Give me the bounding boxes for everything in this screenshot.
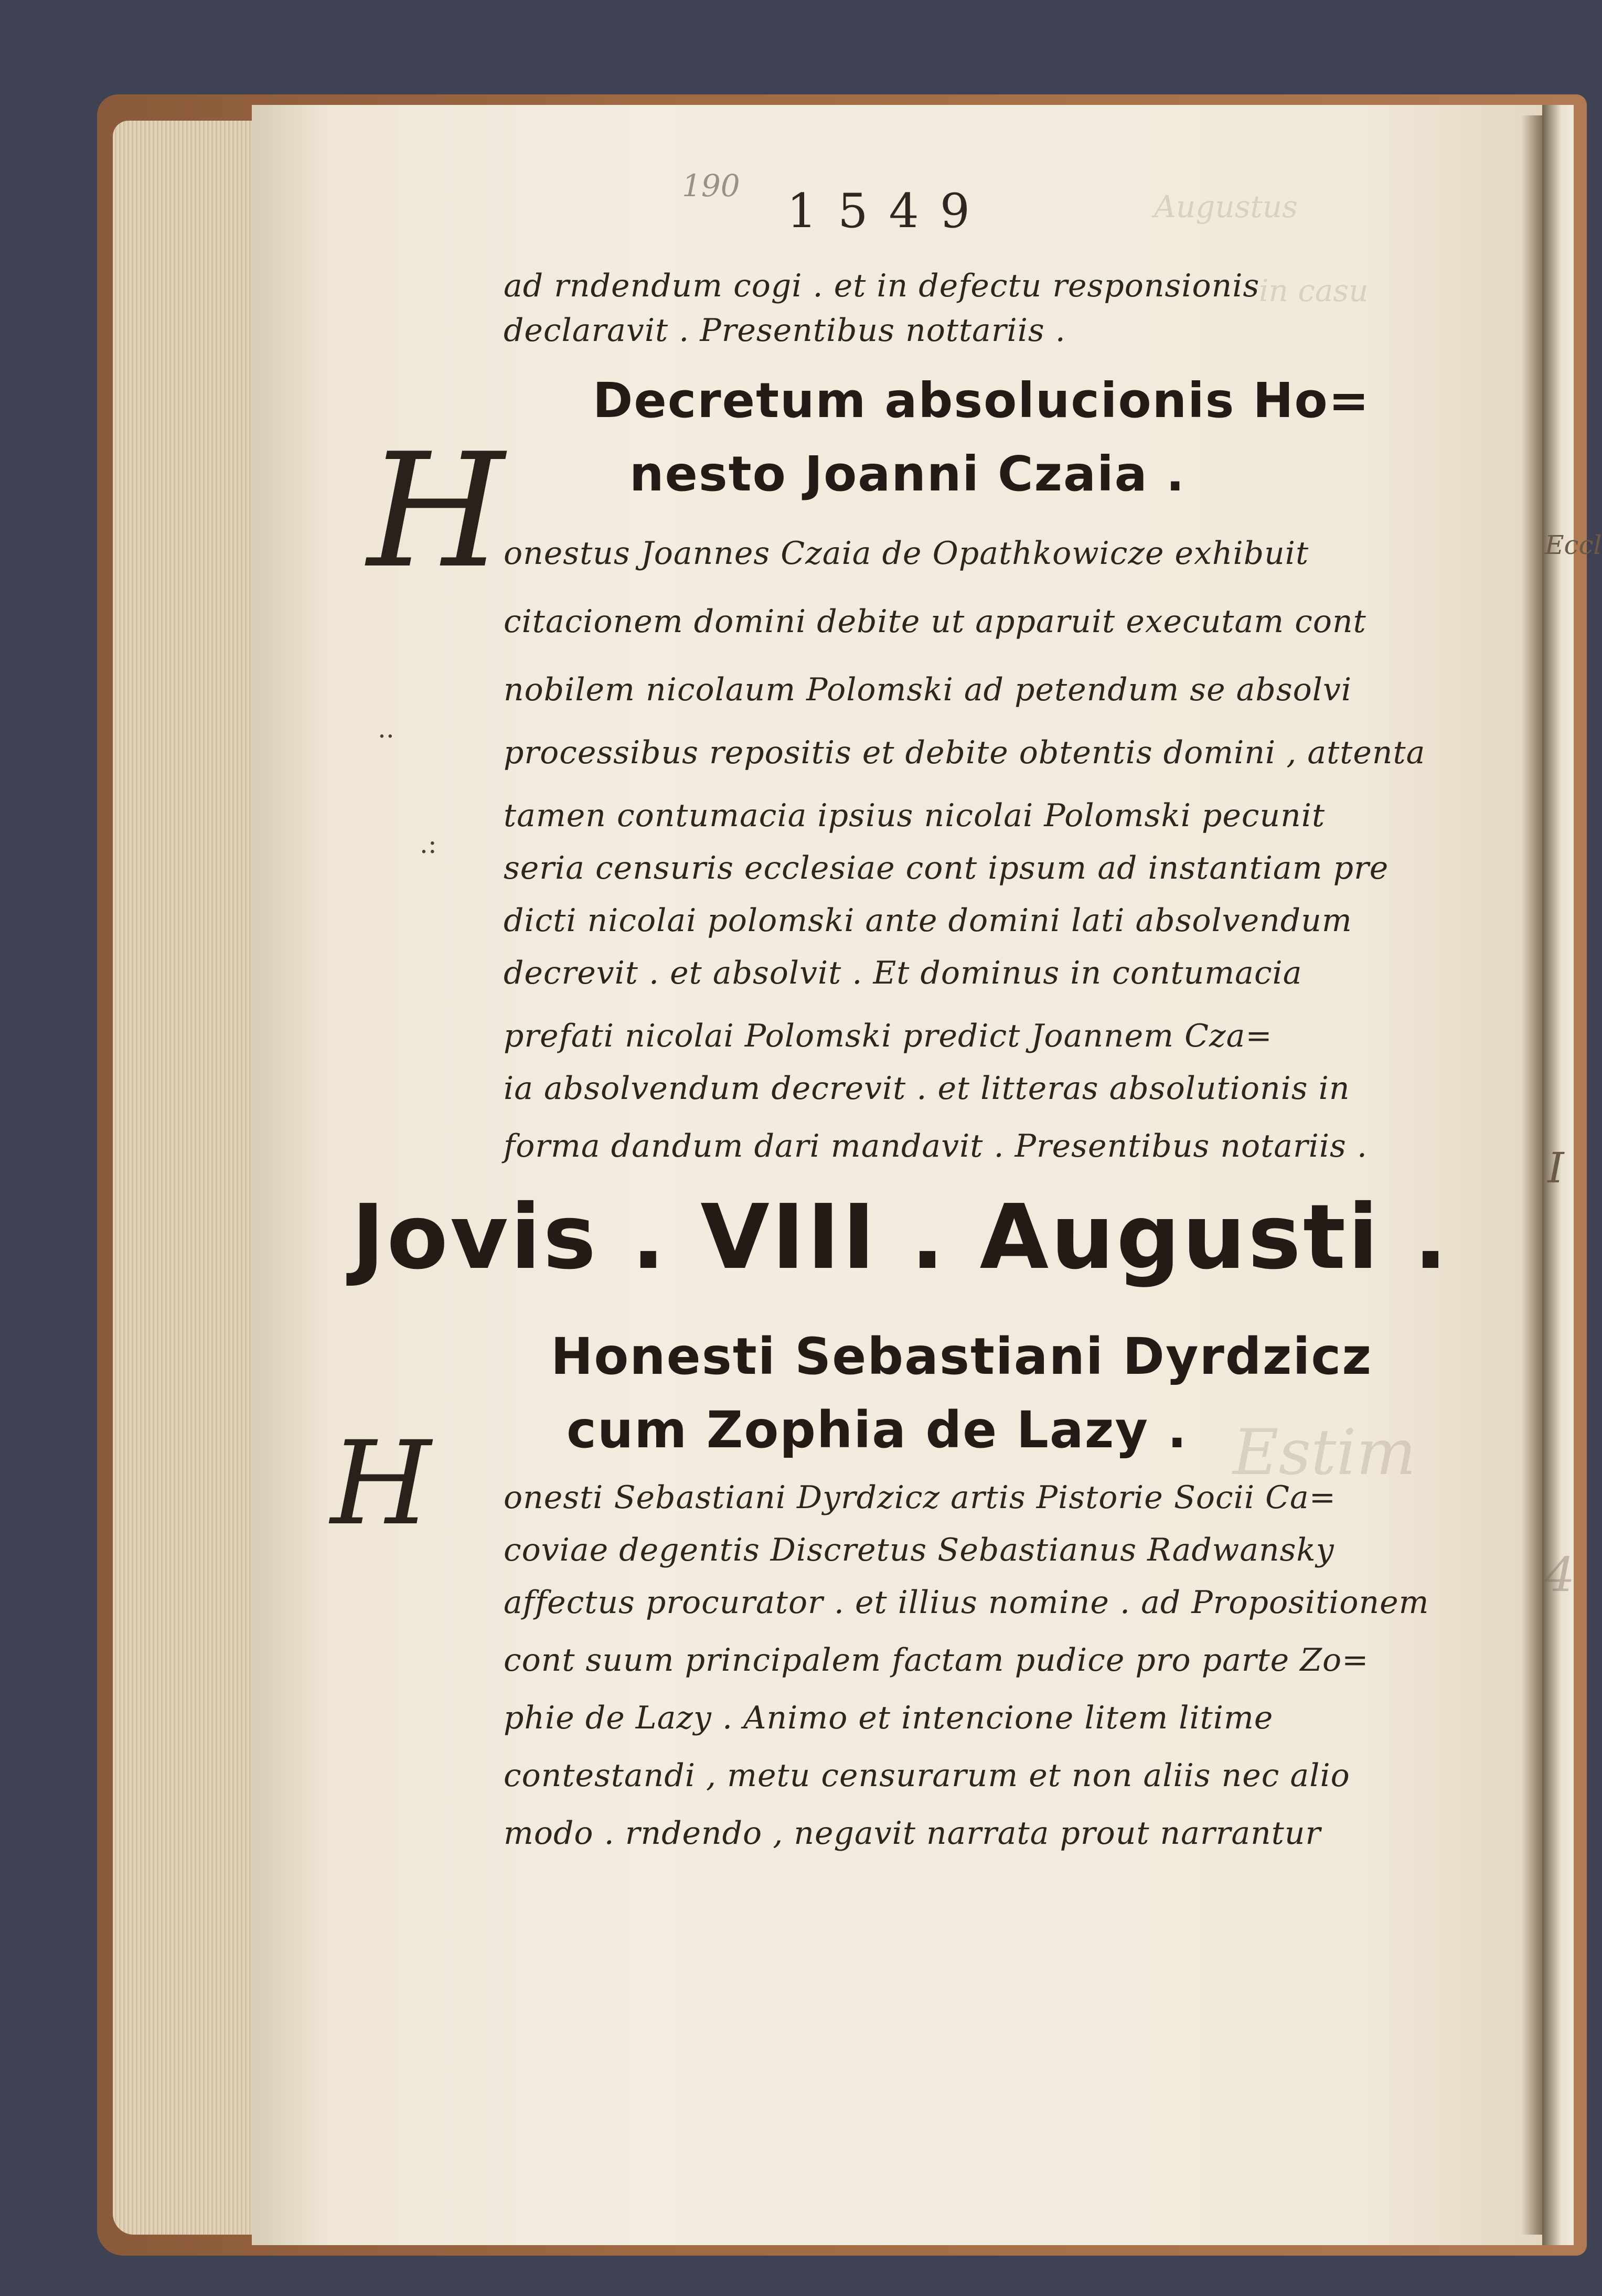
text-line: processibus repositis et debite obtentis domini , attenta [504, 734, 1426, 771]
bleed-through: in casu [1259, 273, 1369, 308]
text-line: modo . rndendo , negavit narrata prout narrantur [504, 1815, 1321, 1852]
case-heading: Honesti Sebastiani Dyrdzicz [551, 1327, 1373, 1386]
page-edges [113, 121, 270, 2235]
next-page-mark: Eccl [1545, 530, 1602, 560]
text-line: affectus procurator . et illius nomine . ad Propositionem [504, 1584, 1429, 1621]
text-line: coviae degentis Discretus Sebastianus Radwansky [504, 1532, 1334, 1568]
bleed-through: Estim [1233, 1416, 1416, 1489]
case-heading: cum Zophia de Lazy . [567, 1401, 1188, 1459]
decorated-initial: H [330, 1416, 431, 1551]
decree-heading: Decretum absolucionis Ho= [593, 372, 1370, 429]
text-line: seria censuris ecclesiae cont ipsum ad instantiam pre [504, 850, 1389, 887]
text-line: ad rndendum cogi . et in defectu responsionis [504, 268, 1260, 304]
decorated-initial: H [367, 420, 505, 603]
page-year: 1549 [787, 184, 991, 239]
next-page-mark: I [1547, 1144, 1564, 1192]
text-line: citacionem domini debite ut apparuit executam cont [504, 603, 1366, 640]
text-line: forma dandum dari mandavit . Presentibus notariis . [504, 1128, 1368, 1165]
bleed-through: Augustus [1154, 189, 1298, 225]
text-line: dicti nicolai polomski ante domini lati absolvendum [504, 902, 1352, 939]
text-line: onesti Sebastiani Dyrdzicz artis Pistorie Socii Ca= [504, 1479, 1337, 1516]
folio-number: 190 [682, 168, 740, 204]
text-line: tamen contumacia ipsius nicolai Polomski pecunit [504, 797, 1326, 834]
text-line: onestus Joannes Czaia de Opathkowicze exhibuit [504, 535, 1309, 572]
text-line: nobilem nicolaum Polomski ad petendum se absolvi [504, 671, 1352, 708]
margin-mark: .: [420, 829, 437, 859]
text-line: ia absolvendum decrevit . et litteras absolutionis in [504, 1070, 1350, 1107]
text-line: decrevit . et absolvit . Et dominus in contumacia [504, 955, 1302, 991]
margin-mark: .. [378, 713, 394, 744]
text-line: declaravit . Presentibus nottariis . [504, 312, 1066, 349]
text-line: contestandi , metu censurarum et non aliis nec alio [504, 1757, 1350, 1794]
text-line: phie de Lazy . Animo et intencione litem litime [504, 1700, 1274, 1736]
text-line: cont suum principalem factam pudice pro parte Zo= [504, 1642, 1369, 1679]
decree-heading: nesto Joanni Czaia . [629, 446, 1186, 502]
next-page-mark: 4 [1545, 1547, 1575, 1603]
date-heading: Jovis . VIII . Augusti . [351, 1186, 1450, 1289]
text-line: prefati nicolai Polomski predict Joannem Cza= [504, 1018, 1273, 1054]
